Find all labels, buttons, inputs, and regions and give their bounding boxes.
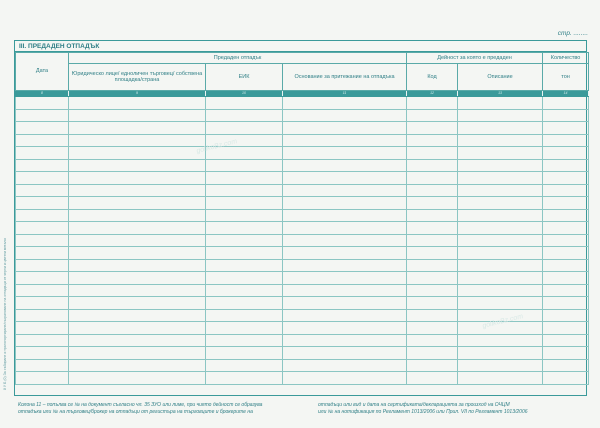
entry-cell[interactable] — [16, 184, 69, 197]
table-row — [16, 97, 589, 110]
entry-cell[interactable] — [69, 234, 206, 247]
entry-cell[interactable] — [543, 209, 589, 222]
footer-right — [318, 402, 588, 416]
entry-cell[interactable] — [543, 147, 589, 160]
group-quantity-header: Количество — [543, 53, 589, 64]
entry-cell[interactable] — [283, 184, 407, 197]
entry-cell[interactable] — [206, 347, 283, 360]
entry-cell[interactable] — [458, 234, 543, 247]
form-body — [16, 97, 589, 385]
column-number: 12 — [407, 91, 458, 97]
entry-cell[interactable] — [206, 334, 283, 347]
entry-cell[interactable] — [69, 134, 206, 147]
entry-cell[interactable] — [206, 297, 283, 310]
table-row — [16, 347, 589, 360]
entry-cell[interactable] — [69, 372, 206, 385]
entry-cell[interactable] — [283, 97, 407, 110]
entry-cell[interactable] — [16, 247, 69, 260]
entry-cell[interactable] — [543, 372, 589, 385]
entry-cell[interactable] — [458, 372, 543, 385]
entry-cell[interactable] — [16, 272, 69, 285]
entry-cell[interactable] — [69, 147, 206, 160]
entry-cell[interactable] — [283, 322, 407, 335]
entry-cell[interactable] — [458, 97, 543, 110]
entry-cell[interactable] — [458, 159, 543, 172]
entry-cell[interactable] — [16, 172, 69, 185]
section-title: III. ПРЕДАДЕН ОТПАДЪК — [15, 41, 586, 52]
entry-cell[interactable] — [206, 222, 283, 235]
entry-cell[interactable] — [206, 197, 283, 210]
column-number: 11 — [283, 91, 407, 97]
entry-cell[interactable] — [16, 209, 69, 222]
entry-cell[interactable] — [206, 259, 283, 272]
entry-cell[interactable] — [69, 284, 206, 297]
entry-cell[interactable] — [206, 247, 283, 260]
entry-cell[interactable] — [458, 247, 543, 260]
entry-cell[interactable] — [283, 359, 407, 372]
entry-cell[interactable] — [458, 297, 543, 310]
col-eik-header: ЕИК — [206, 64, 283, 91]
col-date-header: Дата — [16, 53, 69, 91]
entry-cell[interactable] — [283, 284, 407, 297]
entry-cell[interactable] — [458, 109, 543, 122]
entry-cell[interactable] — [407, 372, 458, 385]
table-row — [16, 134, 589, 147]
group-activity-header: Дейност за която е предаден — [407, 53, 543, 64]
entry-cell[interactable] — [16, 147, 69, 160]
entry-cell[interactable] — [458, 184, 543, 197]
entry-cell[interactable] — [16, 297, 69, 310]
entry-cell[interactable] — [407, 359, 458, 372]
col-unit-header: тон — [543, 64, 589, 91]
entry-cell[interactable] — [283, 222, 407, 235]
table-row — [16, 172, 589, 185]
entry-cell[interactable] — [69, 297, 206, 310]
entry-cell[interactable] — [69, 259, 206, 272]
entry-cell[interactable] — [69, 247, 206, 260]
entry-cell[interactable] — [69, 347, 206, 360]
entry-cell[interactable] — [16, 97, 69, 110]
entry-cell[interactable] — [543, 159, 589, 172]
entry-cell[interactable] — [283, 109, 407, 122]
entry-cell[interactable] — [69, 322, 206, 335]
entry-cell[interactable] — [283, 372, 407, 385]
table-row — [16, 147, 589, 160]
entry-cell[interactable] — [543, 222, 589, 235]
entry-cell[interactable] — [16, 322, 69, 335]
entry-cell[interactable] — [16, 234, 69, 247]
entry-cell[interactable] — [407, 222, 458, 235]
entry-cell[interactable] — [543, 347, 589, 360]
entry-cell[interactable] — [407, 309, 458, 322]
entry-cell[interactable] — [16, 197, 69, 210]
table-row — [16, 297, 589, 310]
entry-cell[interactable] — [69, 184, 206, 197]
entry-cell[interactable] — [16, 159, 69, 172]
entry-cell[interactable] — [407, 134, 458, 147]
entry-cell[interactable] — [458, 172, 543, 185]
table-row — [16, 272, 589, 285]
side-code: 8 У Б (0) — [3, 376, 7, 390]
entry-cell[interactable] — [283, 159, 407, 172]
watermark: golikoBz.com — [195, 138, 238, 155]
entry-cell[interactable] — [543, 109, 589, 122]
entry-cell[interactable] — [543, 97, 589, 110]
table-row — [16, 109, 589, 122]
entry-cell[interactable] — [206, 122, 283, 135]
entry-cell[interactable] — [283, 334, 407, 347]
entry-cell[interactable] — [283, 297, 407, 310]
entry-cell[interactable] — [458, 359, 543, 372]
entry-cell[interactable] — [458, 272, 543, 285]
entry-cell[interactable] — [283, 209, 407, 222]
entry-cell[interactable] — [69, 109, 206, 122]
entry-cell[interactable] — [16, 372, 69, 385]
col-description-header: Описание — [458, 64, 543, 91]
entry-cell[interactable] — [16, 284, 69, 297]
entry-cell[interactable] — [69, 172, 206, 185]
entry-cell[interactable] — [16, 222, 69, 235]
entry-cell[interactable] — [407, 97, 458, 110]
entry-cell[interactable] — [283, 347, 407, 360]
entry-cell[interactable] — [407, 284, 458, 297]
entry-cell[interactable] — [543, 234, 589, 247]
entry-cell[interactable] — [69, 209, 206, 222]
table-row — [16, 259, 589, 272]
entry-cell[interactable] — [407, 272, 458, 285]
column-number: 10 — [206, 91, 283, 97]
entry-cell[interactable] — [206, 272, 283, 285]
page-number: стр. ........ — [557, 30, 588, 37]
entry-cell[interactable] — [543, 184, 589, 197]
entry-cell[interactable] — [407, 234, 458, 247]
entry-cell[interactable] — [283, 309, 407, 322]
entry-cell[interactable] — [458, 259, 543, 272]
entry-cell[interactable] — [458, 197, 543, 210]
side-note-text: За събиране и транспортиране/съхраняване на отпадъци от черни и цветни метали — [3, 238, 7, 376]
entry-cell[interactable] — [543, 197, 589, 210]
entry-cell[interactable] — [69, 197, 206, 210]
entry-cell[interactable] — [407, 322, 458, 335]
entry-cell[interactable] — [407, 334, 458, 347]
entry-cell[interactable] — [283, 247, 407, 260]
table-row — [16, 359, 589, 372]
table-row — [16, 234, 589, 247]
entry-cell[interactable] — [458, 334, 543, 347]
entry-cell[interactable] — [16, 309, 69, 322]
entry-cell[interactable] — [69, 334, 206, 347]
entry-cell[interactable] — [16, 134, 69, 147]
entry-cell[interactable] — [543, 297, 589, 310]
entry-cell[interactable] — [458, 347, 543, 360]
entry-cell[interactable] — [407, 247, 458, 260]
entry-cell[interactable] — [283, 197, 407, 210]
table-row — [16, 159, 589, 172]
entry-cell[interactable] — [16, 347, 69, 360]
table-row — [16, 284, 589, 297]
entry-cell[interactable] — [283, 272, 407, 285]
entry-cell[interactable] — [543, 247, 589, 260]
entry-cell[interactable] — [206, 159, 283, 172]
col-basis-header: Основание за притежание на отпадъка — [283, 64, 407, 91]
entry-cell[interactable] — [206, 184, 283, 197]
col-entity-header: Юридическо лице/ едноличен търговец/ собствена площадка/страна — [69, 64, 206, 91]
entry-cell[interactable] — [543, 272, 589, 285]
entry-cell[interactable] — [206, 359, 283, 372]
column-number: 8 — [16, 91, 69, 97]
transfer-table — [15, 52, 589, 385]
footer-note — [18, 402, 588, 424]
entry-cell[interactable] — [283, 172, 407, 185]
entry-cell[interactable] — [206, 284, 283, 297]
entry-cell[interactable] — [16, 109, 69, 122]
entry-cell[interactable] — [283, 259, 407, 272]
side-note — [3, 160, 11, 390]
entry-cell[interactable] — [16, 359, 69, 372]
entry-cell[interactable] — [69, 359, 206, 372]
entry-cell[interactable] — [206, 109, 283, 122]
table-row — [16, 334, 589, 347]
footer-left — [18, 402, 298, 416]
entry-cell[interactable] — [283, 134, 407, 147]
entry-cell[interactable] — [407, 109, 458, 122]
entry-cell[interactable] — [283, 122, 407, 135]
entry-cell[interactable] — [407, 184, 458, 197]
entry-cell[interactable] — [543, 322, 589, 335]
entry-cell[interactable] — [16, 122, 69, 135]
table-row — [16, 209, 589, 222]
entry-cell[interactable] — [407, 122, 458, 135]
column-number: 9 — [69, 91, 206, 97]
table-row — [16, 122, 589, 135]
entry-cell[interactable] — [543, 359, 589, 372]
footer-left-line: отпадъка или № на търговец/брокер на отпадъци от регистъра на търговците и брокерите на — [18, 408, 253, 415]
header-group-row — [16, 53, 589, 64]
entry-cell[interactable] — [69, 122, 206, 135]
entry-cell[interactable] — [407, 347, 458, 360]
entry-cell[interactable] — [206, 172, 283, 185]
footer-right-line: отпадъци или вид и дата на сертификата/декларацията за произход на ОЧЦМ — [318, 402, 510, 408]
group-transferred-header: Предаден отпадък — [69, 53, 407, 64]
entry-cell[interactable] — [458, 284, 543, 297]
entry-cell[interactable] — [69, 97, 206, 110]
waste-transfer-form — [14, 40, 587, 396]
entry-cell[interactable] — [69, 222, 206, 235]
header-column-row — [16, 64, 589, 91]
entry-cell[interactable] — [458, 122, 543, 135]
entry-cell[interactable] — [407, 297, 458, 310]
entry-cell[interactable] — [543, 172, 589, 185]
entry-cell[interactable] — [458, 222, 543, 235]
table-row — [16, 184, 589, 197]
entry-cell[interactable] — [206, 372, 283, 385]
column-number: 14 — [543, 91, 589, 97]
entry-cell[interactable] — [69, 309, 206, 322]
entry-cell[interactable] — [206, 309, 283, 322]
footer-left-line: Колона 11 – попълва се № на документ съгласно чл. 35 ЗУО или лиме, при чиято дейност се образува — [18, 402, 263, 408]
entry-cell[interactable] — [283, 147, 407, 160]
entry-cell[interactable] — [16, 334, 69, 347]
entry-cell[interactable] — [407, 197, 458, 210]
entry-cell[interactable] — [206, 209, 283, 222]
entry-cell[interactable] — [407, 147, 458, 160]
table-row — [16, 247, 589, 260]
entry-cell[interactable] — [543, 259, 589, 272]
entry-cell[interactable] — [407, 259, 458, 272]
watermark: golikoBz.com — [481, 313, 524, 330]
entry-cell[interactable] — [69, 159, 206, 172]
entry-cell[interactable] — [206, 322, 283, 335]
entry-cell[interactable] — [407, 209, 458, 222]
entry-cell[interactable] — [458, 147, 543, 160]
table-row — [16, 197, 589, 210]
column-number: 13 — [458, 91, 543, 97]
entry-cell[interactable] — [283, 234, 407, 247]
entry-cell[interactable] — [407, 159, 458, 172]
entry-cell[interactable] — [69, 272, 206, 285]
entry-cell[interactable] — [543, 122, 589, 135]
col-code-header: Код — [407, 64, 458, 91]
entry-cell[interactable] — [543, 284, 589, 297]
entry-cell[interactable] — [407, 172, 458, 185]
entry-cell[interactable] — [543, 309, 589, 322]
entry-cell[interactable] — [16, 259, 69, 272]
entry-cell[interactable] — [458, 134, 543, 147]
table-row — [16, 372, 589, 385]
entry-cell[interactable] — [543, 334, 589, 347]
footer-right-line: или № на нотификация по Регламент 1013/2006 или Прил. VII по Регламент 1013/2006 — [318, 408, 528, 415]
table-row — [16, 222, 589, 235]
entry-cell[interactable] — [206, 234, 283, 247]
entry-cell[interactable] — [458, 209, 543, 222]
entry-cell[interactable] — [206, 97, 283, 110]
entry-cell[interactable] — [543, 134, 589, 147]
